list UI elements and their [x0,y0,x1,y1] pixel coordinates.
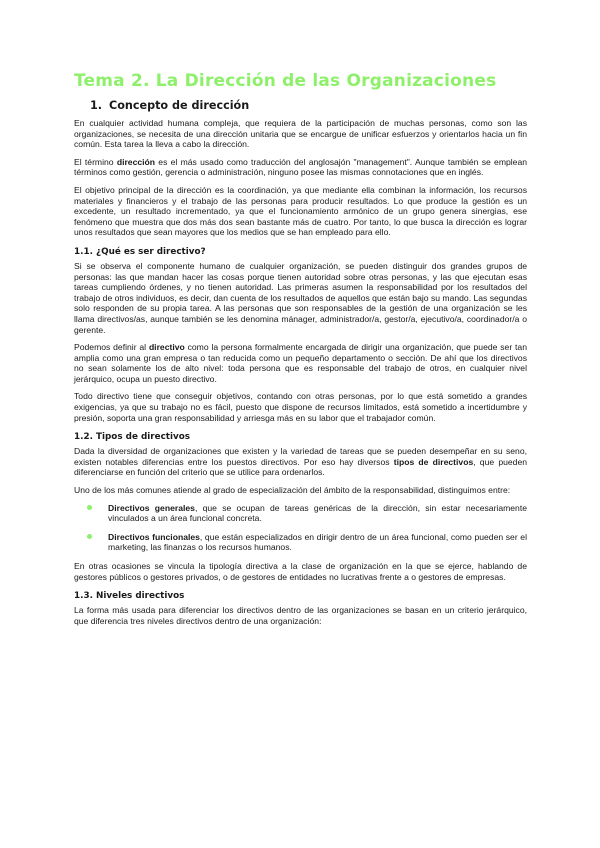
text-run: , que se ocupan de tareas genéricas de la dirección, sin estar necesariamente vinculados a un área funcional concreta. [108,502,527,524]
paragraph-especializacion: Uno de los más comunes atiende al grado de especialización del ámbito de la responsabilidad, distinguimos entre: [74,485,511,496]
paragraph-term-direccion [74,157,527,178]
term-tipos-de-directivos: tipos de directivos [393,456,474,467]
paragraph-tipologia: En otras ocasiones se vincula la tipología directiva a la clase de organización en la que se ejerce, hablando de gestores públicos o gestores privados, o de gestores de entidades no lucrativas frente a o gestores de empresas. [74,561,527,582]
text-run: , que están especializados en dirigir dentro de un área funcional, como pueden ser el marketing, las finanzas o los recursos humanos. [108,531,527,553]
paragraph-exigencias: Todo directivo tiene que conseguir objetivos, contando con otras personas, por lo que está sometido a grandes exigencias, ya que su trabajo no es fácil, puesto que dispone de recursos limitados, está sometido a incertidumbre y presión, soporta una gran responsabilidad y arriesga más en su labor que el trabajador común. [74,391,527,423]
subsection-heading-niveles-directivos: 1.3. Niveles directivos [74,591,185,602]
subsection-heading-tipos-de-directivos: 1.2. Tipos de directivos [74,432,191,443]
list-item [74,532,527,553]
bullet-dot-icon [87,534,92,539]
paragraph-diversidad [74,446,527,478]
list-item [74,503,527,524]
document-title: Tema 2. La Dirección de las Organizaciones [74,71,497,91]
term-directivos-funcionales: Directivos funcionales [108,531,200,542]
bullet-list [74,503,527,553]
paragraph-niveles: La forma más usada para diferenciar los directivos dentro de las organizaciones se basan en un criterio jerárquico, que diferencia tres niveles directivos dentro de una organización: [74,605,527,626]
section-heading-concepto [90,98,527,113]
paragraph-componente-humano: Si se observa el componente humano de cualquier organización, se pueden distinguir dos grandes grupos de personas: las que mandan hacer las cosas porque tienen autoridad sobre otras personas, y las que ejecutan esas tareas cumpliendo órdenes, y no tienen autoridad. Las primeras asumen la responsabilidad por los resultados del trabajo de otros individuos, es decir, dan cuenta de los resultados de aquellos que están bajo su mando. Las segundas solo responden de su propia tarea. A las personas que son responsables de la gestión de una organización se les llama directivos/as, aunque también se les denomina mánager, administrador/a, gestor/a, ejecutivo/a, coordinador/a o gerente. [74,260,527,335]
section-number: 1. [90,99,103,112]
term-directivos-generales: Directivos generales [108,502,195,513]
paragraph-intro: En cualquier actividad humana compleja, que requiera de la participación de muchas personas, como son las organizaciones, se necesita de una dirección unitaria que se encargue de unificar esfuerzos y orientarlos hacia un fin común. Esta tarea la lleva a cabo la dirección. [74,118,527,150]
paragraph-objetivo: El objetivo principal de la dirección es la coordinación, ya que mediante ella combinan la información, los recursos materiales y financieros y el trabajo de las personas para producir resultados. Lo que produce la gestión es un excedente, un resultado incrementado, ya que el funcionamiento armónico de un grupo genera sinergias, ese fenómeno que muestra que dos más dos sean bastante más de cuatro. Por tanto, lo que busca la dirección es lograr unos resultados que sean mayores que los medios que se han empleado para ello. [74,184,527,238]
term-directivo: directivo [148,342,185,353]
text-run: Podemos definir al [74,342,149,353]
term-direccion: dirección [116,156,156,167]
list-item-text [108,532,527,553]
text-run: El término [74,156,117,167]
paragraph-definicion-directivo [74,342,527,384]
text-run: , que pueden diferenciarse en función del criterio que se utilice para ordenarlos. [74,456,527,478]
subsection-heading-que-es-ser-directivo: 1.1. ¿Qué es ser directivo? [74,246,206,257]
document-body [74,70,527,633]
text-run: es el más usado como traducción del anglosajón "management". Aunque también se emplean términos como gestión, gerencia o administración, ninguno posee las mismas connotaciones que en inglés. [74,156,527,178]
section-title: Concepto de dirección [109,99,250,112]
bullet-dot-icon [87,505,92,510]
list-item-text [108,503,527,524]
text-run: como la persona formalmente encargada de dirigir una organización, que puede ser tan amplia como una gran empresa o tan reducida como un pequeño departamento o sección. De ahí que los directivos no sean solamente los de alto nivel: toda persona que es responsable del trabajo de otros, en cualquier nivel jerárquico, ocupa un puesto directivo. [74,342,527,384]
text-run: Dada la diversidad de organizaciones que existen y la variedad de tareas que se pueden desempeñar en su seno, existen notables diferencias entre los puestos directivos. Por eso hay diversos [74,446,527,467]
